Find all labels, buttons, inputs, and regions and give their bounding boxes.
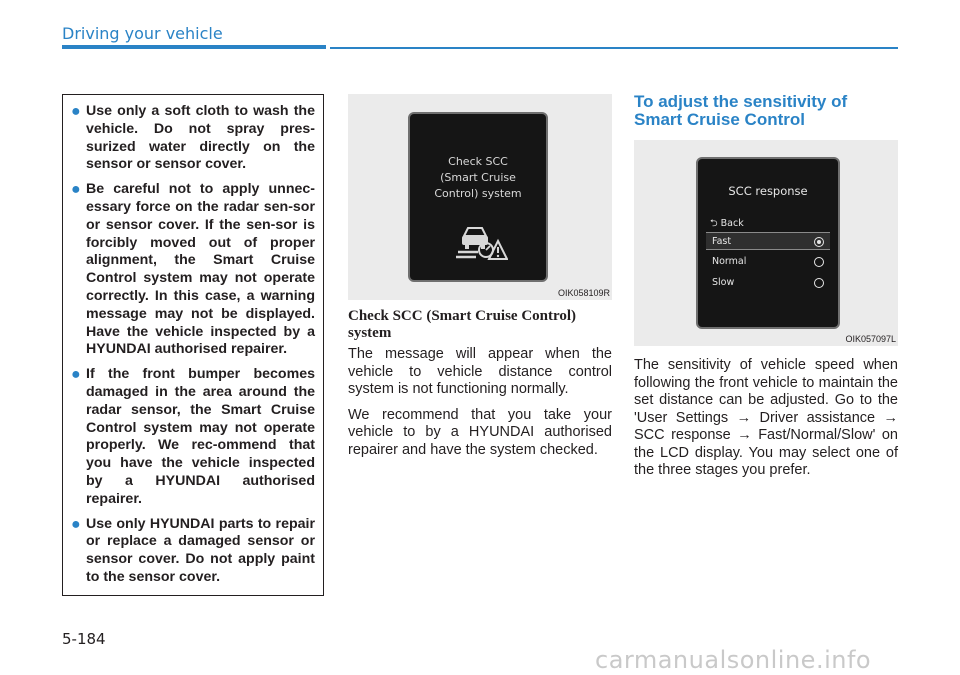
option-slow: Slow (706, 274, 830, 292)
back-item: ⮌ Back (710, 218, 744, 229)
check-scc-body (348, 346, 612, 467)
check-scc-heading: Check SCC (Smart Cruise Control) system (348, 308, 577, 341)
figure-caption: OIK058109R (557, 288, 610, 298)
bullet-icon: ● (71, 366, 81, 384)
menu-title: SCC response (728, 184, 808, 198)
sensitivity-heading: To adjust the sensitivity of Smart Cruise Control (634, 92, 848, 129)
header-rule-left (62, 45, 326, 49)
caution-item: ● Use only a soft cloth to wash the vehicle. Do not spray pres-surized water directly on the sensor or sensor cover. (71, 103, 315, 173)
paragraph: We recommend that you take your vehicle to by a HYUNDAI authorised repairer and have the system checked. (348, 406, 612, 458)
option-normal: Normal (706, 253, 830, 271)
lcd-message: Check SCC (Smart Cruise Control) system (434, 155, 522, 200)
page-number: 5-184 (62, 630, 106, 648)
paragraph: The sensitivity of vehicle speed when following the front vehicle to maintain the set distance can be adjusted. Go to the 'User Settings → Driver assistance → SCC response → Fast/Normal/Slow' on the LCD display. You may select one of the three stages you prefer. (634, 357, 898, 478)
scc-warning-icon (456, 222, 508, 262)
radio-selected-icon (814, 237, 824, 247)
header-rule-right (330, 47, 898, 49)
figure-check-scc (348, 94, 612, 300)
section-title: Driving your vehicle (62, 24, 223, 43)
watermark: carmanualsonline.info (595, 646, 872, 674)
bullet-icon: ● (71, 181, 81, 199)
paragraph: The message will appear when the vehicle to vehicle distance control system is not functioning normally. (348, 346, 612, 397)
caution-box (62, 94, 324, 596)
figure-scc-response (634, 140, 898, 346)
option-fast: Fast (706, 232, 830, 250)
figure-caption: OIK057097L (845, 334, 896, 344)
caution-item: ● Use only HYUNDAI parts to repair or replace a damaged sensor or sensor cover. Do not apply paint to the sensor cover. (71, 515, 315, 585)
bullet-icon: ● (71, 103, 81, 120)
sensitivity-body (634, 357, 898, 488)
lcd-screen (408, 112, 548, 282)
lcd-screen (696, 157, 840, 329)
bullet-icon: ● (71, 515, 81, 533)
caution-item: ● If the front bumper becomes damaged in the area around the radar sensor, the Smart Cruise Control system may not operate properly. We rec-ommend that you have the vehicle inspected by a HYUNDAI authorised repairer. (71, 366, 315, 507)
caution-item: ● Be careful not to apply unnec-essary force on the radar sen-sor or sensor cover. If the sen-sor is forcibly moved out of proper alignment, the Smart Cruise Control system may not operate correctly. In this case, a warning message may not be displayed. Have the vehicle inspected by a HYUNDAI authorised repairer. (71, 181, 315, 358)
radio-icon (814, 257, 824, 267)
radio-icon (814, 278, 824, 288)
